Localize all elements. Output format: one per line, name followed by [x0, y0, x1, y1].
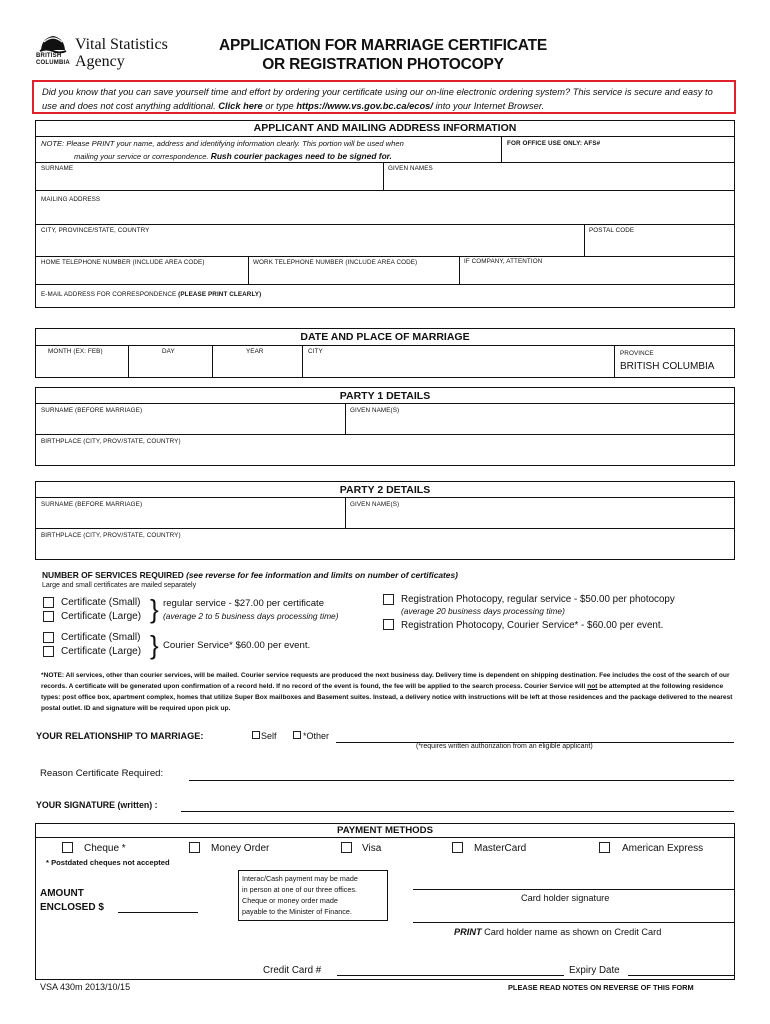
- amount-label: AMOUNT ENCLOSED $: [40, 888, 104, 913]
- city-label: CITY: [308, 348, 323, 355]
- other-input[interactable]: [336, 731, 734, 742]
- cert-large-regular-checkbox[interactable]: [43, 611, 54, 622]
- online-notice: [32, 80, 736, 114]
- reason-label: Reason Certificate Required:: [40, 768, 164, 779]
- reverse-notes-label: PLEASE READ NOTES ON REVERSE OF THIS FORM: [508, 983, 694, 992]
- bc-logo-icon: [38, 32, 68, 54]
- day-input[interactable]: [131, 357, 210, 376]
- notice-text-3: into your Internet Browser.: [432, 101, 545, 111]
- ecos-url[interactable]: https://www.vs.gov.bc.ca/ecos/: [296, 101, 433, 111]
- expiry-input[interactable]: [628, 962, 735, 975]
- party1-given-input[interactable]: [348, 415, 732, 432]
- office-use-label: FOR OFFICE USE ONLY: AFS#: [507, 140, 601, 147]
- postdated-note: * Postdated cheques not accepted: [46, 858, 170, 867]
- marriage-city-input[interactable]: [305, 357, 612, 376]
- services-heading: NUMBER OF SERVICES REQUIRED (see reverse for fee information and limits on number of certificates): [42, 570, 458, 580]
- amex-checkbox[interactable]: [599, 842, 610, 853]
- agency-name: [75, 36, 168, 70]
- amount-input[interactable]: [118, 899, 198, 912]
- work-phone-input[interactable]: [251, 267, 457, 282]
- party1-birthplace-input[interactable]: [38, 446, 732, 464]
- cert-large-courier-label: Certificate (Large): [61, 646, 142, 657]
- party1-surname-input[interactable]: [38, 415, 343, 432]
- agency-line2: Agency: [75, 53, 125, 70]
- credit-card-input[interactable]: [337, 962, 564, 975]
- signature-label: YOUR SIGNATURE (written) :: [36, 800, 158, 810]
- amex-label: American Express: [622, 843, 704, 854]
- company-label: IF COMPANY, ATTENTION: [464, 258, 543, 265]
- money-order-label: Money Order: [211, 843, 270, 854]
- applicant-heading: APPLICANT AND MAILING ADDRESS INFORMATION: [253, 122, 517, 134]
- given-names-input[interactable]: [386, 172, 732, 188]
- province-value: BRITISH COLUMBIA: [620, 361, 715, 372]
- services-sub: Large and small certificates are mailed separately: [42, 582, 197, 589]
- year-label: YEAR: [246, 348, 264, 355]
- postal-code-label: POSTAL CODE: [589, 227, 635, 234]
- print-name-label: PRINT Card holder name as shown on Credit Card: [454, 927, 662, 937]
- regular-service-text: regular service - $27.00 per certificate: [163, 598, 325, 609]
- party1-heading: PARTY 1 DETAILS: [339, 390, 431, 402]
- party1-surname-label: SURNAME (BEFORE MARRIAGE): [41, 407, 143, 414]
- signature-input[interactable]: [181, 798, 734, 811]
- visa-checkbox[interactable]: [341, 842, 352, 853]
- postal-code-input[interactable]: [587, 236, 732, 254]
- brace-icon: }: [150, 630, 159, 660]
- regular-service-avg: (average 2 to 5 business days processing time): [163, 611, 339, 621]
- card-holder-signature-label: Card holder signature: [521, 893, 610, 903]
- reason-input[interactable]: [189, 767, 734, 780]
- other-label: *Other: [303, 731, 330, 741]
- notice-text: Did you know that you can save yourself time and effort by ordering your certificate using our on-line electronic ordering system? This service is secure and easy to use and does not cost anything additional.: [42, 87, 713, 111]
- requires-auth-note: (*requires written authorization from an eligible applicant): [416, 743, 593, 750]
- logo-sub-line2: COLUMBIA: [36, 60, 70, 66]
- party2-heading: PARTY 2 DETAILS: [339, 484, 431, 496]
- photo-regular-avg: (average 20 business days processing time): [401, 606, 565, 616]
- relationship-label: YOUR RELATIONSHIP TO MARRIAGE:: [36, 731, 204, 741]
- logo-sub-line1: BRITISH: [36, 53, 62, 59]
- day-label: DAY: [162, 348, 175, 355]
- mastercard-label: MasterCard: [474, 843, 527, 854]
- party2-given-input[interactable]: [348, 509, 732, 526]
- party1-birthplace-label: BIRTHPLACE (CITY, PROV/STATE, COUNTRY): [41, 438, 181, 445]
- cert-small-regular-checkbox[interactable]: [43, 597, 54, 608]
- other-checkbox[interactable]: [293, 731, 301, 739]
- visa-label: Visa: [362, 843, 382, 854]
- photo-regular-checkbox[interactable]: [383, 594, 394, 605]
- given-names-label: GIVEN NAMES: [388, 165, 433, 172]
- party1-given-label: GIVEN NAME(S): [350, 407, 400, 414]
- cheque-checkbox[interactable]: [62, 842, 73, 853]
- work-phone-label: WORK TELEPHONE NUMBER (INCLUDE AREA CODE): [253, 259, 418, 266]
- city-province-input[interactable]: [38, 236, 581, 254]
- form-title-line1: APPLICATION FOR MARRIAGE CERTIFICATE: [218, 37, 548, 54]
- interac-info-text: Interac/Cash payment may be made in person at one of our three offices. Cheque or money order made payable to the Minister of Finance.: [242, 874, 358, 916]
- cheque-label: Cheque *: [84, 843, 126, 854]
- month-input[interactable]: [38, 357, 126, 376]
- brace-icon: }: [150, 594, 159, 624]
- year-input[interactable]: [215, 357, 300, 376]
- cert-small-courier-checkbox[interactable]: [43, 632, 54, 643]
- party2-birthplace-input[interactable]: [38, 540, 732, 558]
- party2-given-label: GIVEN NAME(S): [350, 501, 400, 508]
- courier-note: *NOTE: All services, other than courier services, will be mailed. Courier service requests are produced the next business day. Delivery time is dependent on shipping destination. Fee includes the cost of the search of our records. A certificate will be generated upon confirmation of a record held. If no record of the event is found, the fee will be applied to the search process. Courier Service will not be attempted at the following residence types: post office box, apartment complex, homes that utilize Super Box mailboxes and Basement suites. Instead, a delivery notice with instructions will be left at those residences and the package delivered to the nearest postal outlet. ID and signature will be required upon pick up.: [41, 672, 733, 712]
- photo-courier-text: Registration Photocopy, Courier Service* - $60.00 per event.: [401, 620, 664, 631]
- courier-service-text: Courier Service* $60.00 per event.: [163, 640, 311, 651]
- email-input[interactable]: [38, 298, 732, 307]
- form-title-line2: OR REGISTRATION PHOTOCOPY: [262, 56, 504, 73]
- logo-subtitle: [36, 53, 70, 67]
- click-here-link[interactable]: Click here: [218, 101, 263, 111]
- applicant-note-2: mailing your service or correspondence. Rush courier packages need to be signed for.: [74, 151, 392, 161]
- cert-large-courier-checkbox[interactable]: [43, 646, 54, 657]
- photo-courier-checkbox[interactable]: [383, 619, 394, 630]
- surname-input[interactable]: [38, 172, 380, 188]
- province-label: PROVINCE: [620, 350, 654, 357]
- home-phone-label: HOME TELEPHONE NUMBER (INCLUDE AREA CODE): [41, 259, 205, 266]
- self-label: Self: [261, 731, 277, 741]
- self-checkbox[interactable]: [252, 731, 260, 739]
- cert-large-regular-label: Certificate (Large): [61, 611, 142, 622]
- party2-surname-input[interactable]: [38, 509, 343, 526]
- photo-regular-text: Registration Photocopy, regular service - $50.00 per photocopy: [401, 594, 675, 605]
- email-label: E-MAIL ADDRESS FOR CORRESPONDENCE (PLEASE PRINT CLEARLY): [41, 291, 262, 298]
- agency-line1: Vital Statistics: [75, 36, 168, 53]
- notice-text-2: or type: [262, 101, 297, 111]
- credit-card-label: Credit Card #: [263, 965, 322, 976]
- month-label: MONTH (EX: FEB): [48, 348, 103, 355]
- mailing-address-label: MAILING ADDRESS: [41, 196, 101, 203]
- home-phone-input[interactable]: [38, 267, 246, 282]
- applicant-note-1: NOTE: Please PRINT your name, address and identifying information clearly. This portion will be used when: [41, 139, 404, 148]
- mailing-address-input[interactable]: [38, 204, 732, 222]
- card-holder-name-input[interactable]: [413, 908, 735, 922]
- cert-small-regular-label: Certificate (Small): [61, 597, 141, 608]
- card-holder-signature-input[interactable]: [413, 874, 735, 889]
- form-id: VSA 430m 2013/10/15: [40, 982, 131, 992]
- surname-label: SURNAME: [41, 165, 74, 172]
- mastercard-checkbox[interactable]: [452, 842, 463, 853]
- city-province-label: CITY, PROVINCE/STATE, COUNTRY: [41, 227, 150, 234]
- expiry-label: Expiry Date: [569, 965, 620, 976]
- party2-surname-label: SURNAME (BEFORE MARRIAGE): [41, 501, 143, 508]
- marriage-heading: DATE AND PLACE OF MARRIAGE: [300, 331, 470, 343]
- money-order-checkbox[interactable]: [189, 842, 200, 853]
- company-input[interactable]: [462, 267, 732, 282]
- cert-small-courier-label: Certificate (Small): [61, 632, 141, 643]
- party2-birthplace-label: BIRTHPLACE (CITY, PROV/STATE, COUNTRY): [41, 532, 181, 539]
- payment-heading: PAYMENT METHODS: [337, 825, 433, 836]
